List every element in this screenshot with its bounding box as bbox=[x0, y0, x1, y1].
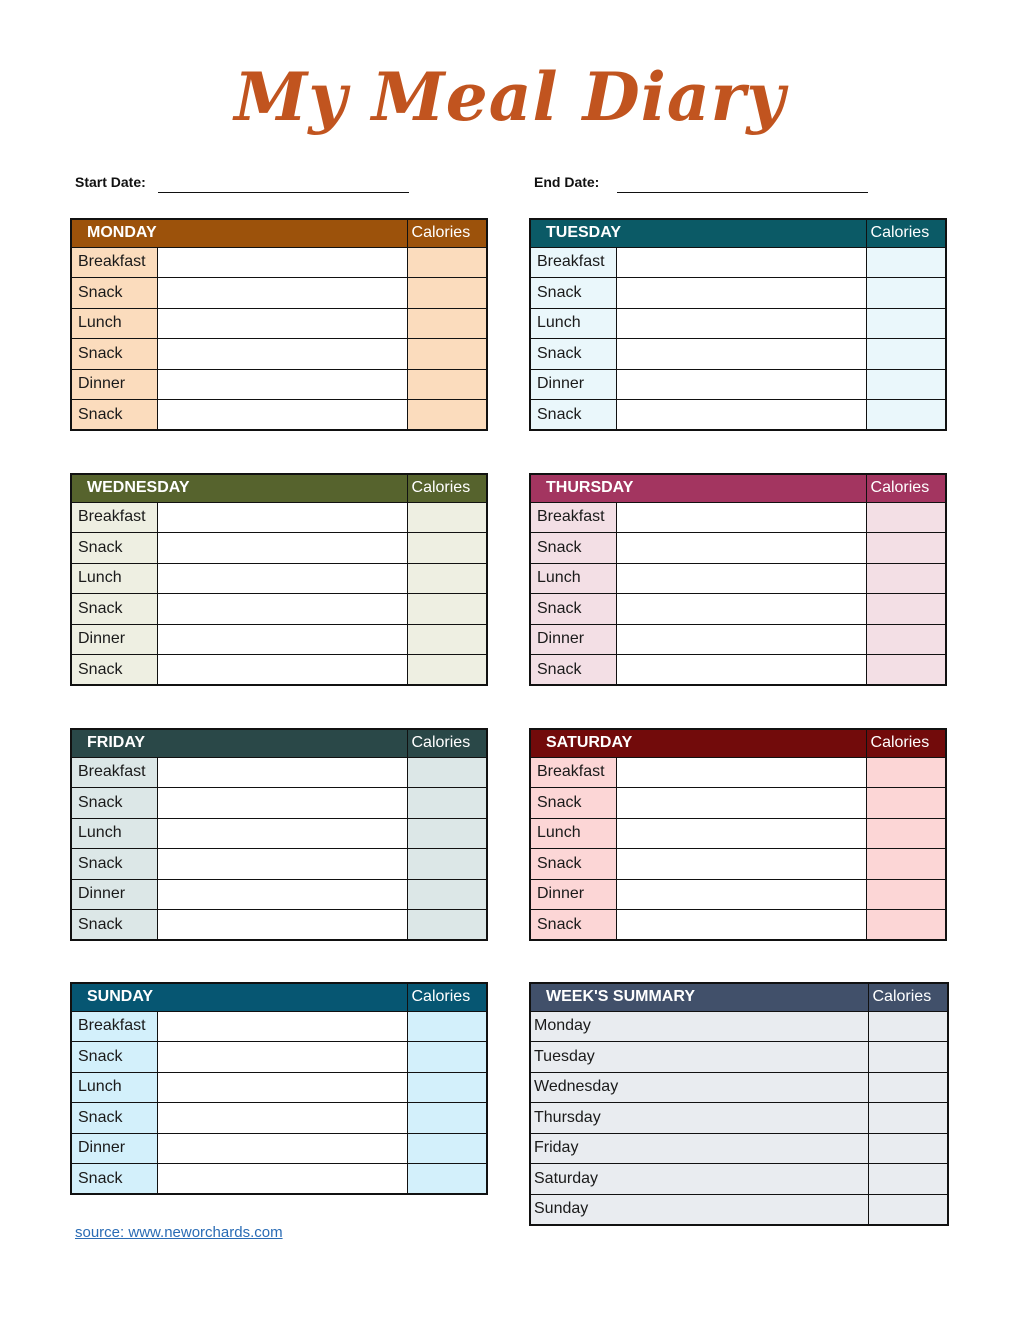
meal-table bbox=[70, 218, 488, 431]
calories-field[interactable] bbox=[866, 502, 946, 533]
table-row bbox=[71, 879, 487, 910]
table-row bbox=[71, 1133, 487, 1164]
day-block-saturday bbox=[529, 728, 947, 941]
calories-field[interactable] bbox=[407, 1011, 487, 1042]
meal-entry-field[interactable] bbox=[616, 533, 866, 564]
table-row bbox=[530, 879, 946, 910]
calories-field[interactable] bbox=[407, 1103, 487, 1134]
calories-field[interactable] bbox=[407, 594, 487, 625]
table-header bbox=[530, 983, 948, 1011]
meal-entry-field[interactable] bbox=[157, 533, 407, 564]
table-row bbox=[530, 308, 946, 339]
table-row bbox=[71, 278, 487, 309]
table-row bbox=[530, 1011, 948, 1042]
summary-calories-field[interactable] bbox=[868, 1042, 948, 1073]
meal-entry-field[interactable] bbox=[616, 502, 866, 533]
table-row bbox=[530, 563, 946, 594]
meal-label: Snack bbox=[530, 339, 616, 370]
meal-entry-field[interactable] bbox=[616, 369, 866, 400]
table-row bbox=[71, 849, 487, 880]
table-row bbox=[530, 1072, 948, 1103]
table-row bbox=[71, 369, 487, 400]
table-row bbox=[530, 502, 946, 533]
meal-label: Breakfast bbox=[71, 247, 157, 278]
table-row bbox=[71, 247, 487, 278]
calories-field[interactable] bbox=[866, 849, 946, 880]
table-row bbox=[71, 533, 487, 564]
meal-entry-field[interactable] bbox=[157, 247, 407, 278]
meal-entry-field[interactable] bbox=[616, 624, 866, 655]
meal-entry-field[interactable] bbox=[157, 339, 407, 370]
meal-entry-field[interactable] bbox=[157, 788, 407, 819]
table-row bbox=[530, 1042, 948, 1073]
table-row bbox=[530, 788, 946, 819]
table-row bbox=[530, 849, 946, 880]
meal-entry-field[interactable] bbox=[157, 655, 407, 686]
meal-label: Dinner bbox=[71, 1133, 157, 1164]
day-block-sunday bbox=[70, 982, 488, 1195]
meal-entry-field[interactable] bbox=[616, 247, 866, 278]
meal-label: Dinner bbox=[71, 879, 157, 910]
end-date-label: End Date: bbox=[534, 174, 600, 190]
meal-label: Lunch bbox=[71, 308, 157, 339]
calories-field[interactable] bbox=[407, 278, 487, 309]
day-title: SUNDAY bbox=[71, 983, 407, 1011]
calories-field[interactable] bbox=[407, 1072, 487, 1103]
meal-label: Snack bbox=[71, 910, 157, 941]
calories-field[interactable] bbox=[866, 278, 946, 309]
table-row bbox=[530, 369, 946, 400]
meal-entry-field[interactable] bbox=[616, 788, 866, 819]
meal-label: Lunch bbox=[71, 1072, 157, 1103]
meal-table bbox=[529, 218, 947, 431]
summary-title: WEEK'S SUMMARY bbox=[530, 983, 868, 1011]
table-row bbox=[71, 1011, 487, 1042]
day-title: WEDNESDAY bbox=[71, 474, 407, 502]
meal-entry-field[interactable] bbox=[157, 563, 407, 594]
calories-field[interactable] bbox=[407, 1164, 487, 1195]
meal-entry-field[interactable] bbox=[616, 278, 866, 309]
meal-entry-field[interactable] bbox=[157, 1042, 407, 1073]
meal-entry-field[interactable] bbox=[616, 910, 866, 941]
table-row bbox=[530, 278, 946, 309]
meal-label: Dinner bbox=[71, 624, 157, 655]
meal-entry-field[interactable] bbox=[616, 818, 866, 849]
meal-label: Lunch bbox=[530, 308, 616, 339]
meal-label: Snack bbox=[71, 849, 157, 880]
meal-label: Lunch bbox=[530, 818, 616, 849]
day-title: MONDAY bbox=[71, 219, 407, 247]
meal-entry-field[interactable] bbox=[157, 910, 407, 941]
meal-entry-field[interactable] bbox=[616, 339, 866, 370]
calories-field[interactable] bbox=[407, 1042, 487, 1073]
meal-label: Snack bbox=[530, 594, 616, 625]
summary-calories-field[interactable] bbox=[868, 1103, 948, 1134]
day-title: FRIDAY bbox=[71, 729, 407, 757]
meal-label: Dinner bbox=[71, 369, 157, 400]
table-row bbox=[530, 247, 946, 278]
table-row bbox=[530, 757, 946, 788]
table-row bbox=[530, 533, 946, 564]
meal-entry-field[interactable] bbox=[157, 1011, 407, 1042]
meal-label: Snack bbox=[71, 655, 157, 686]
table-row bbox=[530, 1194, 948, 1225]
table-row bbox=[530, 339, 946, 370]
day-title: SATURDAY bbox=[530, 729, 866, 757]
meal-table bbox=[70, 982, 488, 1195]
summary-day-label: Friday bbox=[530, 1133, 868, 1164]
meal-entry-field[interactable] bbox=[157, 1103, 407, 1134]
meal-entry-field[interactable] bbox=[157, 757, 407, 788]
meal-label: Breakfast bbox=[71, 502, 157, 533]
table-row bbox=[530, 818, 946, 849]
table-row bbox=[71, 563, 487, 594]
table-row bbox=[530, 910, 946, 941]
calories-header: Calories bbox=[868, 983, 948, 1011]
meal-label: Lunch bbox=[71, 818, 157, 849]
table-row bbox=[71, 594, 487, 625]
meal-label: Snack bbox=[71, 400, 157, 431]
calories-header: Calories bbox=[407, 474, 487, 502]
table-header bbox=[71, 729, 487, 757]
meal-label: Snack bbox=[530, 533, 616, 564]
calories-field[interactable] bbox=[407, 247, 487, 278]
page-title: My Meal Diary bbox=[234, 58, 786, 136]
calories-header: Calories bbox=[866, 219, 946, 247]
meal-label: Snack bbox=[71, 278, 157, 309]
day-block-wednesday bbox=[70, 473, 488, 686]
calories-field[interactable] bbox=[866, 308, 946, 339]
table-row bbox=[71, 400, 487, 431]
calories-field[interactable] bbox=[407, 849, 487, 880]
calories-field[interactable] bbox=[866, 339, 946, 370]
meal-label: Snack bbox=[71, 1164, 157, 1195]
meal-label: Snack bbox=[530, 278, 616, 309]
table-row bbox=[530, 655, 946, 686]
table-row bbox=[71, 339, 487, 370]
meal-entry-field[interactable] bbox=[157, 594, 407, 625]
calories-field[interactable] bbox=[866, 818, 946, 849]
summary-day-label: Thursday bbox=[530, 1103, 868, 1134]
meal-label: Snack bbox=[530, 655, 616, 686]
summary-day-label: Tuesday bbox=[530, 1042, 868, 1073]
calories-field[interactable] bbox=[407, 818, 487, 849]
calories-field[interactable] bbox=[407, 788, 487, 819]
end-date-field[interactable] bbox=[617, 192, 868, 193]
meal-label: Snack bbox=[71, 533, 157, 564]
calories-field[interactable] bbox=[407, 910, 487, 941]
source-link[interactable]: source: www.neworchards.com bbox=[75, 1224, 283, 1241]
table-header bbox=[71, 219, 487, 247]
meal-entry-field[interactable] bbox=[616, 308, 866, 339]
day-block-thursday bbox=[529, 473, 947, 686]
table-row bbox=[71, 757, 487, 788]
meal-table bbox=[529, 473, 947, 686]
day-title: TUESDAY bbox=[530, 219, 866, 247]
calories-field[interactable] bbox=[866, 788, 946, 819]
meal-entry-field[interactable] bbox=[157, 1072, 407, 1103]
calories-field[interactable] bbox=[866, 594, 946, 625]
meal-label: Breakfast bbox=[530, 502, 616, 533]
summary-calories-field[interactable] bbox=[868, 1011, 948, 1042]
summary-day-label: Sunday bbox=[530, 1194, 868, 1225]
summary-calories-field[interactable] bbox=[868, 1164, 948, 1195]
summary-day-label: Wednesday bbox=[530, 1072, 868, 1103]
calories-field[interactable] bbox=[866, 563, 946, 594]
calories-field[interactable] bbox=[866, 624, 946, 655]
calories-field[interactable] bbox=[866, 655, 946, 686]
table-row bbox=[71, 1072, 487, 1103]
table-header bbox=[530, 729, 946, 757]
meal-entry-field[interactable] bbox=[616, 849, 866, 880]
meal-entry-field[interactable] bbox=[157, 1133, 407, 1164]
summary-table bbox=[529, 982, 949, 1226]
calories-field[interactable] bbox=[407, 308, 487, 339]
meal-label: Snack bbox=[71, 594, 157, 625]
meal-entry-field[interactable] bbox=[157, 849, 407, 880]
meal-label: Breakfast bbox=[530, 757, 616, 788]
meal-label: Lunch bbox=[530, 563, 616, 594]
table-row bbox=[530, 400, 946, 431]
table-row bbox=[71, 624, 487, 655]
meal-entry-field[interactable] bbox=[616, 400, 866, 431]
table-header bbox=[71, 474, 487, 502]
table-row bbox=[71, 502, 487, 533]
calories-field[interactable] bbox=[407, 757, 487, 788]
calories-field[interactable] bbox=[866, 533, 946, 564]
calories-field[interactable] bbox=[866, 369, 946, 400]
meal-label: Snack bbox=[530, 910, 616, 941]
calories-field[interactable] bbox=[866, 247, 946, 278]
calories-header: Calories bbox=[407, 219, 487, 247]
day-block-tuesday bbox=[529, 218, 947, 431]
calories-header: Calories bbox=[407, 983, 487, 1011]
calories-header: Calories bbox=[407, 729, 487, 757]
meal-entry-field[interactable] bbox=[616, 879, 866, 910]
meal-entry-field[interactable] bbox=[616, 594, 866, 625]
summary-calories-field[interactable] bbox=[868, 1072, 948, 1103]
meal-label: Snack bbox=[530, 849, 616, 880]
meal-label: Snack bbox=[530, 400, 616, 431]
start-date-field[interactable] bbox=[158, 192, 409, 193]
table-header bbox=[530, 219, 946, 247]
meal-label: Snack bbox=[71, 1042, 157, 1073]
table-row bbox=[71, 910, 487, 941]
calories-field[interactable] bbox=[407, 624, 487, 655]
calories-field[interactable] bbox=[407, 339, 487, 370]
table-row bbox=[530, 1164, 948, 1195]
summary-day-label: Monday bbox=[530, 1011, 868, 1042]
meal-entry-field[interactable] bbox=[157, 369, 407, 400]
meal-entry-field[interactable] bbox=[616, 757, 866, 788]
meal-label: Lunch bbox=[71, 563, 157, 594]
meal-label: Breakfast bbox=[71, 757, 157, 788]
table-row bbox=[530, 624, 946, 655]
meal-label: Dinner bbox=[530, 879, 616, 910]
calories-field[interactable] bbox=[407, 879, 487, 910]
meal-entry-field[interactable] bbox=[157, 818, 407, 849]
start-date-label: Start Date: bbox=[75, 174, 146, 190]
table-row bbox=[71, 308, 487, 339]
meal-entry-field[interactable] bbox=[157, 1164, 407, 1195]
calories-field[interactable] bbox=[407, 563, 487, 594]
meal-entry-field[interactable] bbox=[157, 502, 407, 533]
calories-field[interactable] bbox=[407, 369, 487, 400]
meal-entry-field[interactable] bbox=[157, 624, 407, 655]
calories-field[interactable] bbox=[866, 757, 946, 788]
table-row bbox=[71, 788, 487, 819]
table-row bbox=[71, 1103, 487, 1134]
summary-calories-field[interactable] bbox=[868, 1194, 948, 1225]
meal-label: Snack bbox=[71, 788, 157, 819]
table-row bbox=[71, 818, 487, 849]
table-row bbox=[71, 655, 487, 686]
meal-entry-field[interactable] bbox=[157, 278, 407, 309]
table-row bbox=[530, 1133, 948, 1164]
day-title: THURSDAY bbox=[530, 474, 866, 502]
table-row bbox=[71, 1164, 487, 1195]
table-row bbox=[71, 1042, 487, 1073]
meal-label: Breakfast bbox=[530, 247, 616, 278]
table-header bbox=[530, 474, 946, 502]
meal-entry-field[interactable] bbox=[616, 563, 866, 594]
table-row bbox=[530, 1103, 948, 1134]
calories-header: Calories bbox=[866, 729, 946, 757]
week-summary-block bbox=[529, 982, 947, 1226]
calories-field[interactable] bbox=[407, 1133, 487, 1164]
calories-field[interactable] bbox=[407, 502, 487, 533]
meal-entry-field[interactable] bbox=[616, 655, 866, 686]
meal-label: Snack bbox=[530, 788, 616, 819]
table-row bbox=[530, 594, 946, 625]
calories-field[interactable] bbox=[866, 910, 946, 941]
meal-label: Dinner bbox=[530, 624, 616, 655]
meal-table bbox=[70, 473, 488, 686]
meal-label: Snack bbox=[71, 1103, 157, 1134]
meal-table bbox=[70, 728, 488, 941]
meal-label: Breakfast bbox=[71, 1011, 157, 1042]
meal-label: Snack bbox=[71, 339, 157, 370]
calories-field[interactable] bbox=[407, 400, 487, 431]
meal-entry-field[interactable] bbox=[157, 400, 407, 431]
summary-calories-field[interactable] bbox=[868, 1133, 948, 1164]
meal-entry-field[interactable] bbox=[157, 308, 407, 339]
summary-day-label: Saturday bbox=[530, 1164, 868, 1195]
calories-field[interactable] bbox=[866, 879, 946, 910]
calories-field[interactable] bbox=[407, 533, 487, 564]
calories-header: Calories bbox=[866, 474, 946, 502]
day-block-friday bbox=[70, 728, 488, 941]
day-block-monday bbox=[70, 218, 488, 431]
meal-label: Dinner bbox=[530, 369, 616, 400]
meal-table bbox=[529, 728, 947, 941]
calories-field[interactable] bbox=[866, 400, 946, 431]
calories-field[interactable] bbox=[407, 655, 487, 686]
meal-entry-field[interactable] bbox=[157, 879, 407, 910]
table-header bbox=[71, 983, 487, 1011]
